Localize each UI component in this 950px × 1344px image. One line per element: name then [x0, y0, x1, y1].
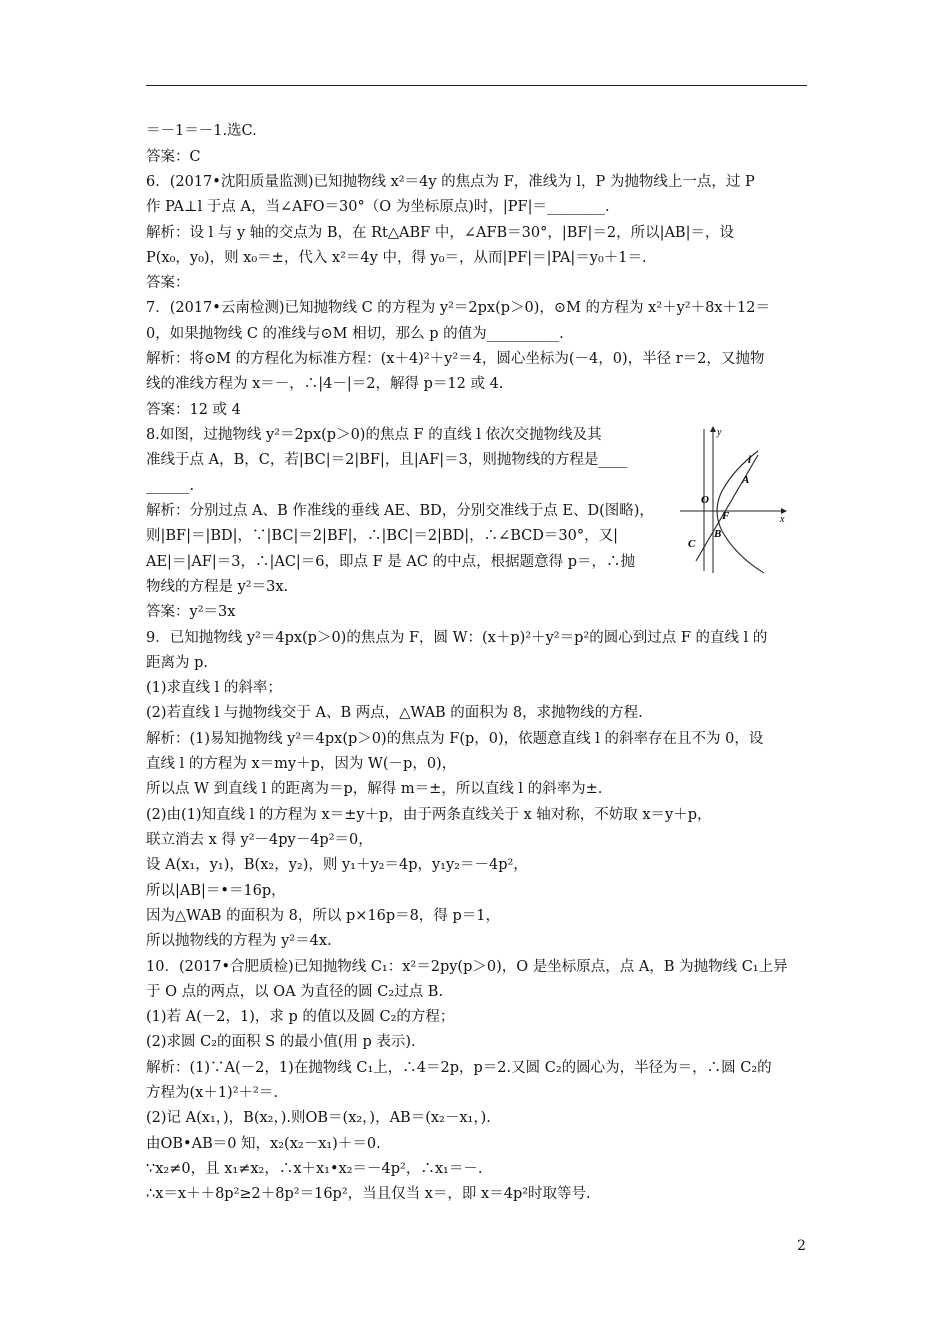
- text-line: (1)若 A(－2，1)，求 p 的值以及圆 C₂的方程；: [146, 1009, 455, 1025]
- text-line: 所以|AB|＝•＝16p，: [146, 883, 286, 899]
- page-number: 2: [797, 1238, 806, 1254]
- header-rule: [146, 85, 807, 86]
- text-line: ＝－1＝－1.选C.: [146, 123, 257, 139]
- text-line: 解析：将⊙M 的方程化为标准方程：(x＋4)²＋y²＝4，圆心坐标为(－4，0)，半径 r＝2，又抛物: [146, 351, 765, 367]
- text-line: (2)记 A(x₁，)，B(x₂，).则OB＝(x₂，)，AB＝(x₂－x₁，).: [146, 1110, 491, 1126]
- text-line: 所以抛物线的方程为 y²＝4x.: [146, 933, 332, 949]
- text-line: 答案：12 或 4: [146, 402, 241, 418]
- parabola-figure: [676, 421, 796, 577]
- label-f: F: [722, 510, 730, 522]
- text-line: 距离为 p.: [146, 655, 208, 671]
- text-line: (2)若直线 l 与抛物线交于 A、B 两点，△WAB 的面积为 8，求抛物线的方程.: [146, 705, 643, 721]
- text-line: 由OB•AB＝0 知，x₂(x₂－x₁)＋＝0.: [146, 1136, 381, 1152]
- label-l: l: [748, 454, 752, 466]
- text-line: (2)由(1)知直线 l 的方程为 x＝±y＋p，由于两条直线关于 x 轴对称，不妨取 x＝y＋p，: [146, 807, 712, 823]
- label-o: O: [701, 494, 709, 506]
- text-line: 设 A(x₁，y₁)，B(x₂，y₂)，则 y₁＋y₂＝4p，y₁y₂＝－4p²，: [146, 857, 528, 873]
- text-line: 答案：: [146, 275, 190, 291]
- text-line: 则|BF|＝|BD|，∵|BC|＝2|BF|，∴|BC|＝2|BD|，∴∠BCD＝30°，又|: [146, 528, 618, 544]
- text-line: 解析：(1)∵A(－2，1)在抛物线 C₁上，∴4＝2p，p＝2.又圆 C₂的圆心为，半径为＝，∴圆 C₂的: [146, 1060, 772, 1076]
- text-line: ∵x₂≠0，且 x₁≠x₂，∴x＋x₁•x₂＝－4p²，∴x₁＝－.: [146, 1161, 483, 1177]
- text-line: 答案：C: [146, 149, 201, 165]
- text-line: AE|＝|AF|＝3，∴|AC|＝6，即点 F 是 AC 的中点，根据题意得 p＝，∴抛: [146, 554, 635, 570]
- text-line: 线的准线方程为 x＝－，∴|4－|＝2，解得 p＝12 或 4.: [146, 376, 504, 392]
- text-line: 所以点 W 到直线 l 的距离为＝p，解得 m＝±，所以直线 l 的斜率为±.: [146, 781, 603, 797]
- text-line: 作 PA⊥l 于点 A，当∠AFO＝30°（O 为坐标原点)时，|PF|＝________.: [146, 199, 610, 215]
- label-y: y: [717, 427, 722, 438]
- text-line: 于 O 点的两点，以 OA 为直径的圆 C₂过点 B.: [146, 984, 444, 1000]
- text-line: 准线于点 A，B，C，若|BC|＝2|BF|，且|AF|＝3，则抛物线的方程是____: [146, 452, 628, 468]
- text-line: 联立消去 x 得 y²－4py－4p²＝0，: [146, 832, 373, 848]
- text-line: ______.: [146, 478, 195, 494]
- label-b: B: [714, 528, 722, 540]
- text-line: 6．(2017•沈阳质量监测)已知抛物线 x²＝4y 的焦点为 F，准线为 l，P 为抛物线上一点，过 P: [146, 174, 755, 190]
- label-c: C: [688, 538, 696, 550]
- text-line: 答案：y²＝3x: [146, 604, 236, 620]
- text-line: 9．已知抛物线 y²＝4px(p＞0)的焦点为 F，圆 W：(x＋p)²＋y²＝p²的圆心到过点 F 的直线 l 的: [146, 630, 768, 646]
- text-line: 解析：分别过点 A、B 作准线的垂线 AE、BD，分别交准线于点 E、D(图略)，: [146, 503, 654, 519]
- text-line: 解析：(1)易知抛物线 y²＝4px(p＞0)的焦点为 F(p，0)，依题意直线 l 的斜率存在且不为 0，设: [146, 731, 764, 747]
- text-line: 物线的方程是 y²＝3x.: [146, 579, 289, 595]
- text-line: (1)求直线 l 的斜率；: [146, 680, 282, 696]
- label-x: x: [780, 514, 785, 525]
- text-line: 7．(2017•云南检测)已知抛物线 C 的方程为 y²＝2px(p＞0)，⊙M 的方程为 x²＋y²＋8x＋12＝: [146, 300, 770, 316]
- text-line: 10．(2017•合肥质检)已知抛物线 C₁：x²＝2py(p＞0)，O 是坐标原点，点 A，B 为抛物线 C₁上异: [146, 959, 788, 975]
- text-line: 8.如图，过抛物线 y²＝2px(p＞0)的焦点 F 的直线 l 依次交抛物线及其: [146, 427, 602, 443]
- text-line: 直线 l 的方程为 x＝my＋p，因为 W(－p，0)，: [146, 756, 457, 772]
- label-a: A: [742, 474, 750, 486]
- text-line: ∴x＝x＋＋8p²≥2＋8p²＝16p²，当且仅当 x＝，即 x＝4p²时取等号.: [146, 1186, 591, 1202]
- text-line: 因为△WAB 的面积为 8，所以 p×16p＝8，得 p＝1，: [146, 908, 501, 924]
- text-line: 解析：设 l 与 y 轴的交点为 B，在 Rt△ABF 中，∠AFB＝30°，|BF|＝2，所以|AB|＝，设: [146, 225, 734, 241]
- text-line: 0，如果抛物线 C 的准线与⊙M 相切，那么 p 的值为__________.: [146, 326, 564, 342]
- text-line: 方程为(x＋1)²＋²＝.: [146, 1085, 278, 1101]
- text-line: P(x₀，y₀)，则 x₀＝±，代入 x²＝4y 中，得 y₀＝，从而|PF|＝|PA|＝y₀＋1＝.: [146, 250, 647, 266]
- line-l: [696, 455, 758, 561]
- text-line: (2)求圆 C₂的面积 S 的最小值(用 p 表示).: [146, 1034, 416, 1050]
